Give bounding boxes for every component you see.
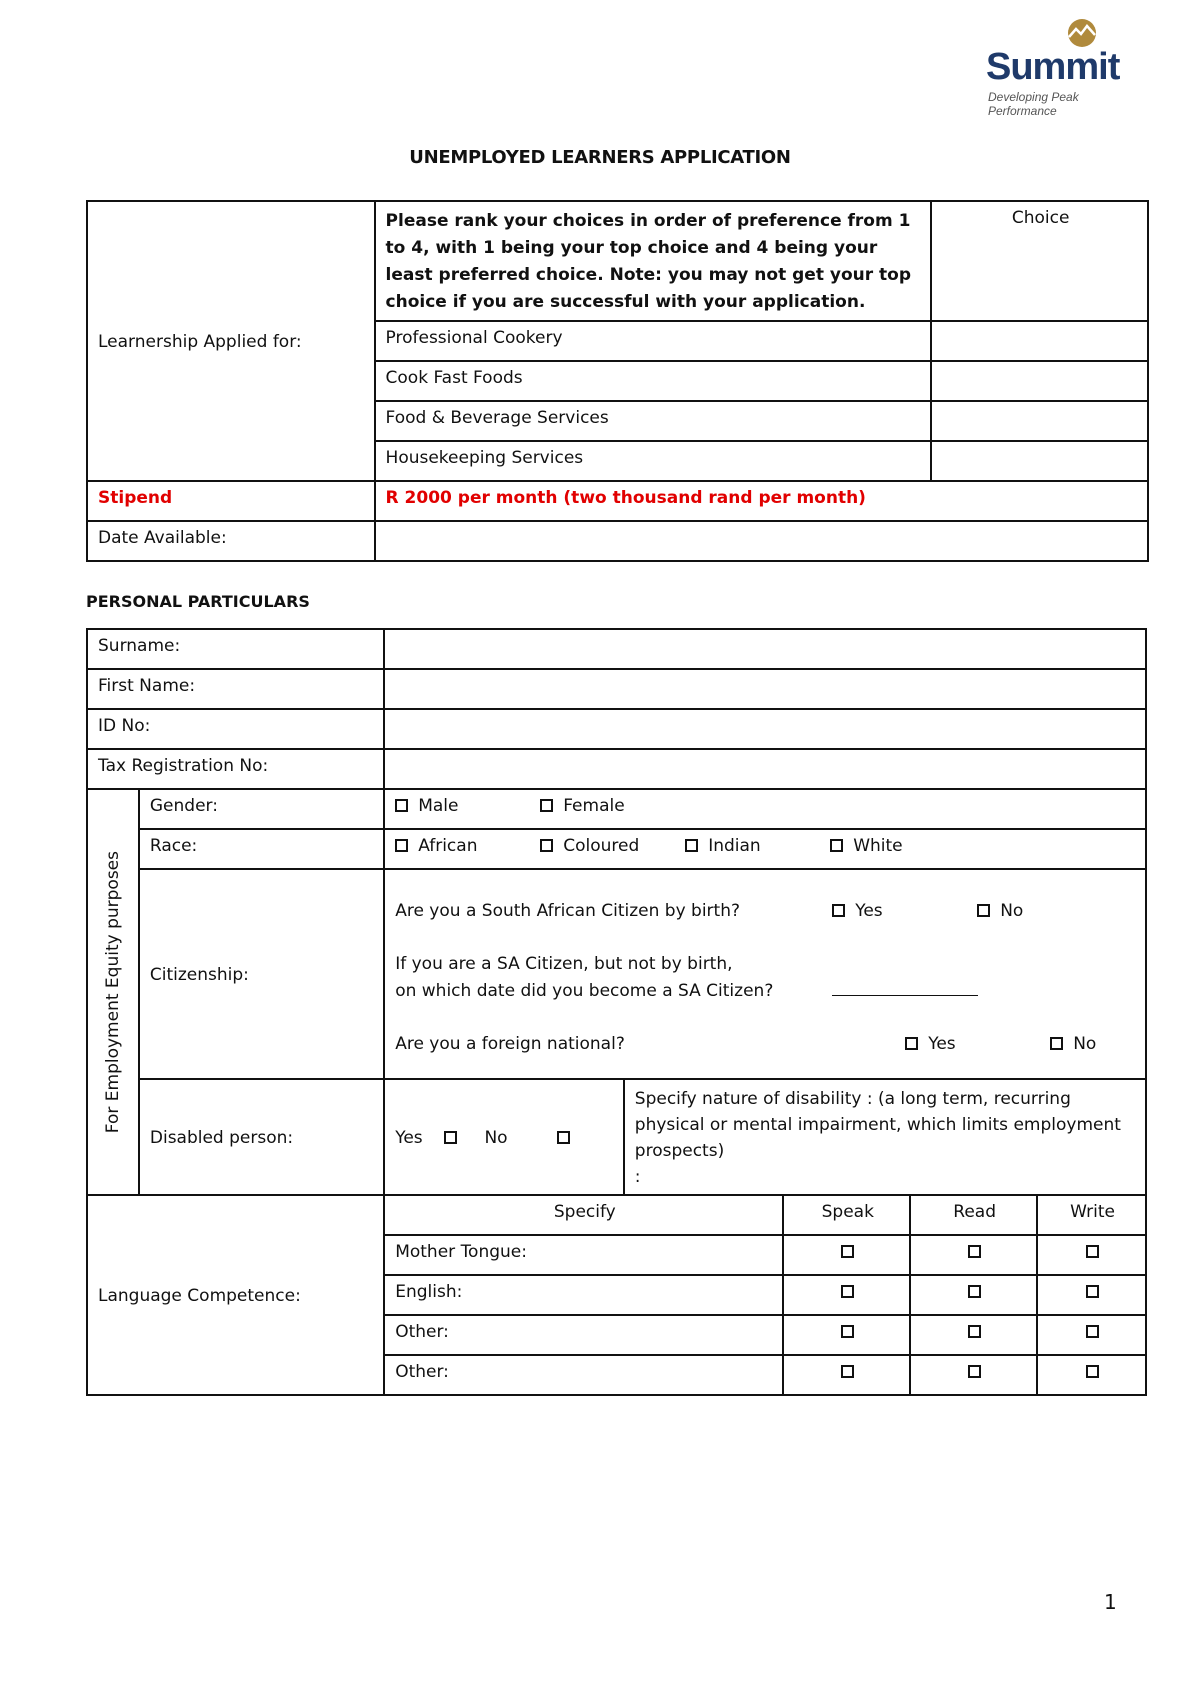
checkbox-icon[interactable]	[968, 1285, 981, 1298]
disabled-no-checkbox-icon[interactable]	[557, 1131, 570, 1144]
page-title: UNEMPLOYED LEARNERS APPLICATION	[409, 147, 791, 168]
checkbox-icon[interactable]	[1050, 1037, 1063, 1050]
checkbox-icon[interactable]	[841, 1285, 854, 1298]
read-checkbox[interactable]	[910, 1235, 1037, 1275]
language-header-read: Read	[910, 1195, 1037, 1235]
speak-checkbox[interactable]	[783, 1275, 910, 1315]
id-no-label: ID No:	[87, 709, 384, 749]
read-checkbox[interactable]	[910, 1275, 1037, 1315]
checkbox-icon[interactable]	[1086, 1245, 1099, 1258]
foreign-national-row	[395, 1031, 1135, 1058]
checkbox-icon[interactable]	[841, 1365, 854, 1378]
foreign-national-question: Are you a foreign national?	[395, 1034, 625, 1054]
checkbox-icon[interactable]	[968, 1325, 981, 1338]
learnership-instructions: Please rank your choices in order of preference from 1 to 4, with 1 being your top choice and 4 being your least preferred choice. Note: you may not get your top choice if you are successful with your application.	[375, 201, 932, 321]
language-header-speak: Speak	[783, 1195, 910, 1235]
logo-wordmark: Summit	[986, 46, 1120, 88]
checkbox-icon[interactable]	[540, 799, 553, 812]
language-row-label: English:	[384, 1275, 783, 1315]
choice-header: Choice	[931, 201, 1148, 321]
gender-male[interactable]: Male	[395, 796, 540, 816]
citizenship-questions	[384, 869, 1146, 1079]
first-name-field[interactable]	[384, 669, 1146, 709]
language-row-label: Mother Tongue:	[384, 1235, 783, 1275]
company-logo	[962, 18, 1132, 118]
mountain-logo-icon	[1062, 18, 1102, 48]
choice-rank-input[interactable]	[931, 321, 1148, 361]
learnership-option: Cook Fast Foods	[375, 361, 932, 401]
speak-checkbox[interactable]	[783, 1315, 910, 1355]
citizenship-label: Citizenship:	[139, 869, 384, 1079]
learnership-option: Food & Beverage Services	[375, 401, 932, 441]
citizen-no[interactable]: No	[977, 901, 1023, 921]
date-available-label: Date Available:	[87, 521, 375, 561]
equity-cell	[87, 789, 139, 1195]
language-header-specify: Specify	[384, 1195, 783, 1235]
checkbox-icon[interactable]	[832, 904, 845, 917]
gender-label: Gender:	[139, 789, 384, 829]
checkbox-icon[interactable]	[905, 1037, 918, 1050]
read-checkbox[interactable]	[910, 1355, 1037, 1395]
gender-options	[384, 789, 1146, 829]
write-checkbox[interactable]	[1037, 1275, 1146, 1315]
surname-field[interactable]	[384, 629, 1146, 669]
language-label: Language Competence:	[87, 1195, 384, 1395]
citizen-by-birth-question: Are you a South African Citizen by birth?	[395, 901, 741, 921]
gender-female[interactable]: Female	[540, 796, 624, 816]
checkbox-icon[interactable]	[841, 1245, 854, 1258]
checkbox-icon[interactable]	[395, 799, 408, 812]
choice-rank-input[interactable]	[931, 401, 1148, 441]
disabled-yes-checkbox-icon[interactable]	[444, 1131, 457, 1144]
speak-checkbox[interactable]	[783, 1235, 910, 1275]
checkbox-icon[interactable]	[685, 839, 698, 852]
read-checkbox[interactable]	[910, 1315, 1037, 1355]
surname-label: Surname:	[87, 629, 384, 669]
stipend-value: R 2000 per month (two thousand rand per month)	[375, 481, 1148, 521]
disabled-options	[384, 1079, 624, 1195]
tax-no-field[interactable]	[384, 749, 1146, 789]
stipend-label: Stipend	[87, 481, 375, 521]
race-white[interactable]: White	[830, 836, 902, 856]
citizen-date-question-line1: If you are a SA Citizen, but not by birth,	[395, 954, 733, 974]
checkbox-icon[interactable]	[1086, 1325, 1099, 1338]
disabled-yes-label: Yes	[395, 1128, 423, 1148]
id-no-field[interactable]	[384, 709, 1146, 749]
choice-rank-input[interactable]	[931, 441, 1148, 481]
checkbox-icon[interactable]	[540, 839, 553, 852]
checkbox-icon[interactable]	[968, 1365, 981, 1378]
checkbox-icon[interactable]	[1086, 1285, 1099, 1298]
disabled-no-label: No	[484, 1128, 508, 1148]
equity-label: For Employment Equity purposes	[102, 850, 123, 1134]
language-row-label: Other:	[384, 1355, 783, 1395]
write-checkbox[interactable]	[1037, 1235, 1146, 1275]
citizen-by-birth-row	[395, 898, 1135, 925]
learnership-label: Learnership Applied for:	[87, 201, 375, 481]
first-name-label: First Name:	[87, 669, 384, 709]
foreign-yes[interactable]: Yes	[905, 1031, 1050, 1058]
race-coloured[interactable]: Coloured	[540, 836, 685, 856]
disabled-label: Disabled person:	[139, 1079, 384, 1195]
citizen-date-row	[395, 978, 1135, 1005]
date-available-field[interactable]	[375, 521, 1148, 561]
foreign-no[interactable]: No	[1050, 1034, 1096, 1054]
speak-checkbox[interactable]	[783, 1355, 910, 1395]
checkbox-icon[interactable]	[395, 839, 408, 852]
disability-specify-text: Specify nature of disability : (a long term, recurring physical or mental impairment, which limits employment prospects)	[634, 1089, 1121, 1161]
citizen-yes[interactable]: Yes	[832, 898, 977, 925]
citizen-date-question-line2: on which date did you become a SA Citizen?	[395, 981, 774, 1001]
write-checkbox[interactable]	[1037, 1355, 1146, 1395]
personal-particulars-heading: PERSONAL PARTICULARS	[86, 592, 310, 611]
learnership-option: Housekeeping Services	[375, 441, 932, 481]
race-label: Race:	[139, 829, 384, 869]
disability-specify-cell[interactable]	[624, 1079, 1146, 1195]
checkbox-icon[interactable]	[968, 1245, 981, 1258]
citizen-date-field[interactable]	[832, 979, 978, 996]
language-header-write: Write	[1037, 1195, 1146, 1235]
race-indian[interactable]: Indian	[685, 836, 830, 856]
personal-particulars-table	[86, 628, 1147, 1396]
race-african[interactable]: African	[395, 836, 540, 856]
tax-no-label: Tax Registration No:	[87, 749, 384, 789]
checkbox-icon[interactable]	[977, 904, 990, 917]
disability-specify-colon: :	[634, 1167, 641, 1187]
checkbox-icon[interactable]	[830, 839, 843, 852]
checkbox-icon[interactable]	[841, 1325, 854, 1338]
learnership-option: Professional Cookery	[375, 321, 932, 361]
race-options	[384, 829, 1146, 869]
write-checkbox[interactable]	[1037, 1315, 1146, 1355]
logo-tagline: Developing Peak Performance	[988, 90, 1079, 118]
language-row-label: Other:	[384, 1315, 783, 1355]
page-number: 1	[1104, 1590, 1117, 1614]
checkbox-icon[interactable]	[1086, 1365, 1099, 1378]
choice-rank-input[interactable]	[931, 361, 1148, 401]
learnership-table	[86, 200, 1149, 562]
